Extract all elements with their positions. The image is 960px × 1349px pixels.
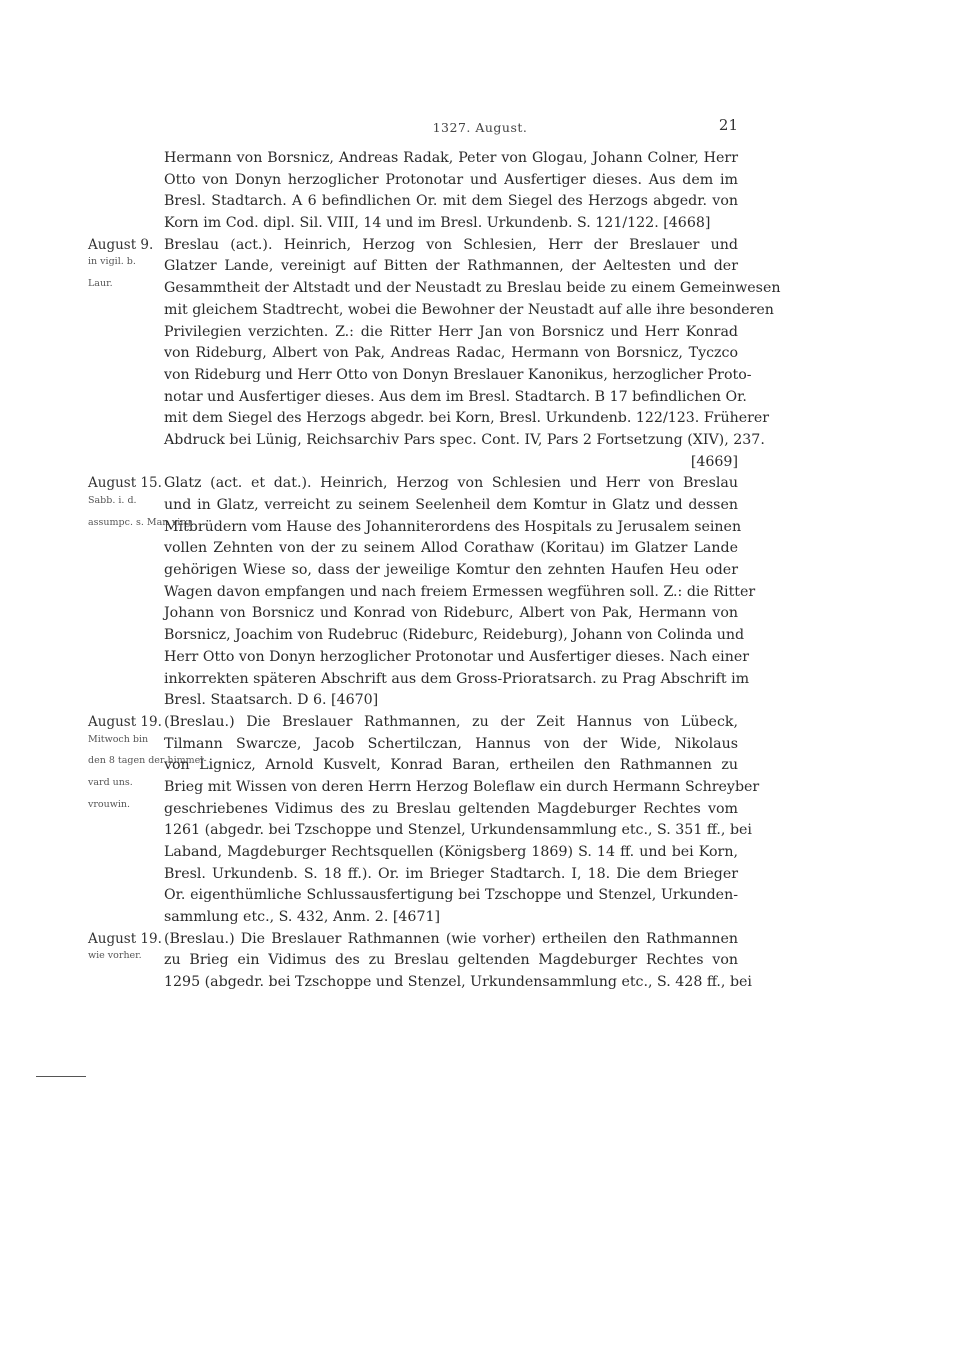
text-line [88, 516, 742, 539]
text-line [88, 560, 738, 582]
line-text: mit dem Siegel des Herzogs abgedr. bei Korn, Bresl. Urkundenb. 122/123. Früherer [164, 410, 770, 427]
text-line [88, 495, 738, 517]
text-line [88, 582, 756, 604]
line-text: (Breslau.) Die Breslauer Rathmannen, zu der Zeit Hannus von Lübeck, [164, 713, 738, 730]
text-line [88, 929, 738, 951]
line-text: Bresl. Staatsarch. D 6. [4670] [164, 692, 379, 709]
page-header [0, 116, 960, 140]
margin-note: Sabb. i. d. [88, 495, 137, 506]
line-text: (Breslau.) Die Breslauer Rathmannen (wie vorher) ertheilen den Rathmannen [164, 930, 738, 947]
text-line [88, 734, 738, 756]
line-text: Korn im Cod. dipl. Sil. VIII, 14 und im Bresl. Urkundenb. S. 121/122. [4668] [164, 215, 711, 232]
line-text: 1295 (abgedr. bei Tzschoppe und Stenzel, Urkundensammlung etc., S. 428 ff., bei [164, 974, 752, 991]
text-line [88, 842, 738, 864]
text-line [88, 950, 738, 972]
entry-date: August 19. [88, 713, 162, 730]
text-line [88, 603, 738, 625]
line-text: Privilegien verzichten. Z.: die Ritter Herr Jan von Borsnicz und Herr Konrad [164, 323, 738, 340]
text-line [88, 669, 750, 691]
text-line [88, 776, 760, 799]
text-line [88, 256, 738, 278]
text-line [88, 885, 738, 907]
line-text: sammlung etc., S. 432, Anm. 2. [4671] [164, 909, 441, 926]
text-line [88, 473, 738, 495]
margin-note: Mitwoch bin [88, 733, 149, 745]
line-text: 1261 (abgedr. bei Tzschoppe und Stenzel, Urkundensammlung etc., S. 351 ff., bei [164, 822, 752, 839]
text-line [88, 820, 752, 842]
text-line [88, 300, 774, 322]
line-text: von Lignicz, Arnold Kusvelt, Konrad Baran, ertheilen den Rathmannen zu [164, 757, 738, 774]
line-text: [4669] [690, 453, 738, 470]
text-line [88, 799, 738, 821]
line-text: Brieg mit Wissen von deren Herrn Herzog Boleflaw ein durch Hermann Schreyber [164, 778, 760, 795]
line-text: Johann von Borsnicz und Konrad von Rideburc, Albert von Pak, Hermann von [164, 605, 738, 622]
text-line [88, 864, 738, 886]
line-text: geschriebenes Vidimus des zu Breslau geltenden Magdeburger Rechtes vom [164, 800, 738, 817]
line-text: Hermann von Borsnicz, Andreas Radak, Peter von Glogau, Johann Colner, Herr [164, 150, 738, 166]
line-text: von Rideburg und Herr Otto von Donyn Breslauer Kanonikus, herzoglicher Proto- [164, 366, 752, 383]
text-line [88, 213, 738, 235]
text-line [88, 387, 747, 409]
line-text: Or. eigenthümliche Schlussausfertigung bei Tzschoppe und Stenzel, Urkunden- [164, 887, 738, 904]
text-line [88, 365, 752, 387]
line-text: Wagen davon empfangen und nach freiem Ermessen wegführen soll. Z.: die Ritter [164, 583, 756, 600]
text-line [88, 647, 750, 669]
margin-rule [36, 1076, 86, 1077]
text-line [88, 972, 752, 994]
line-text: Gesammtheit der Altstadt und der Neustadt zu Breslau beide zu einem Gemeinwesen [164, 280, 781, 297]
text-line [88, 690, 738, 712]
line-text: Abdruck bei Lünig, Reichsarchiv Pars spec. Cont. IV, Pars 2 Fortsetzung (XIV), 237. [164, 431, 765, 448]
line-text: Borsnicz, Joachim von Rudebruc (Rideburc, Reideburg), Johann von Colinda und [164, 627, 745, 644]
line-text: Herr Otto von Donyn herzoglicher Protonotar und Ausfertiger dieses. Nach einer [164, 648, 750, 665]
text-line [88, 322, 738, 344]
entry-date: August 9. [88, 236, 154, 253]
line-text: Mitbrüdern vom Hause des Johanniterordens des Hospitals zu Jerusalem seinen [164, 518, 742, 535]
text-line [88, 755, 738, 777]
text-line [88, 191, 738, 213]
line-text: von Rideburg, Albert von Pak, Andreas Radac, Hermann von Borsnicz, Tyczco [164, 345, 738, 362]
line-text: Bresl. Stadtarch. A 6 befindlichen Or. mit dem Siegel des Herzogs abgedr. von [164, 193, 738, 210]
running-head: 1327. August. [432, 120, 528, 135]
page-number: 21 [718, 116, 738, 134]
line-text: gehörigen Wiese so, dass der jeweilige Komtur den zehnten Haufen Heu oder [164, 562, 738, 579]
margin-note: Laur. [88, 278, 113, 290]
line-text: zu Brieg ein Vidimus des zu Breslau geltenden Magdeburger Rechtes von [164, 952, 738, 969]
text-line [88, 278, 781, 300]
margin-note: assumpc. s. Mar. virg. [88, 516, 194, 528]
line-text: Breslau (act.). Heinrich, Herzog von Schlesien, Herr der Breslauer und [164, 236, 738, 253]
text-line [88, 538, 738, 560]
text-line [88, 907, 738, 929]
document-body [88, 148, 781, 994]
text-line [88, 452, 738, 474]
line-text: Glatz (act. et dat.). Heinrich, Herzog von Schlesien und Herr von Breslau [164, 475, 738, 492]
margin-note: vard uns. [88, 776, 133, 788]
text-line [88, 343, 738, 365]
margin-note: wie vorher. [88, 950, 142, 962]
text-line [88, 712, 738, 734]
margin-note: den 8 tagen der himmel- [88, 755, 207, 767]
margin-note: in vigil. b. [88, 256, 136, 268]
entry-date: August 15. [88, 475, 162, 492]
text-line [88, 235, 738, 257]
margin-note: vrouwin. [88, 798, 131, 810]
line-text: Tilmann Swarcze, Jacob Schertilczan, Hannus von der Wide, Nikolaus [164, 735, 738, 752]
entry-date: August 19. [88, 930, 162, 947]
line-text: Glatzer Lande, vereinigt auf Bitten der Rathmannen, der Aeltesten und der [164, 258, 738, 275]
line-text: inkorrekten späteren Abschrift aus dem Gross-Prioratsarch. zu Prag Abschrift im [164, 670, 750, 687]
line-text: Laband, Magdeburger Rechtsquellen (Königsberg 1869) S. 14 ff. und bei Korn, [164, 844, 738, 860]
text-line [88, 170, 738, 192]
text-line [88, 625, 745, 647]
line-text: und in Glatz, verreicht zu seinem Seelenheil dem Komtur in Glatz und dessen [164, 497, 738, 513]
line-text: Bresl. Urkundenb. S. 18 ff.). Or. im Brieger Stadtarch. I, 18. Die dem Brieger [164, 865, 738, 882]
line-text: mit gleichem Stadtrecht, wobei die Bewohner der Neustadt auf alle ihre besonderen [164, 301, 774, 318]
line-text: notar und Ausfertiger dieses. Aus dem im Bresl. Stadtarch. B 17 befindlichen Or. [164, 388, 747, 405]
line-text: Otto von Donyn herzoglicher Protonotar und Ausfertiger dieses. Aus dem im [164, 171, 738, 188]
text-line [88, 408, 770, 430]
text-line [88, 430, 765, 452]
line-text: vollen Zehnten von der zu seinem Allod Corathaw (Koritau) im Glatzer Lande [164, 540, 738, 557]
text-line [88, 148, 738, 170]
